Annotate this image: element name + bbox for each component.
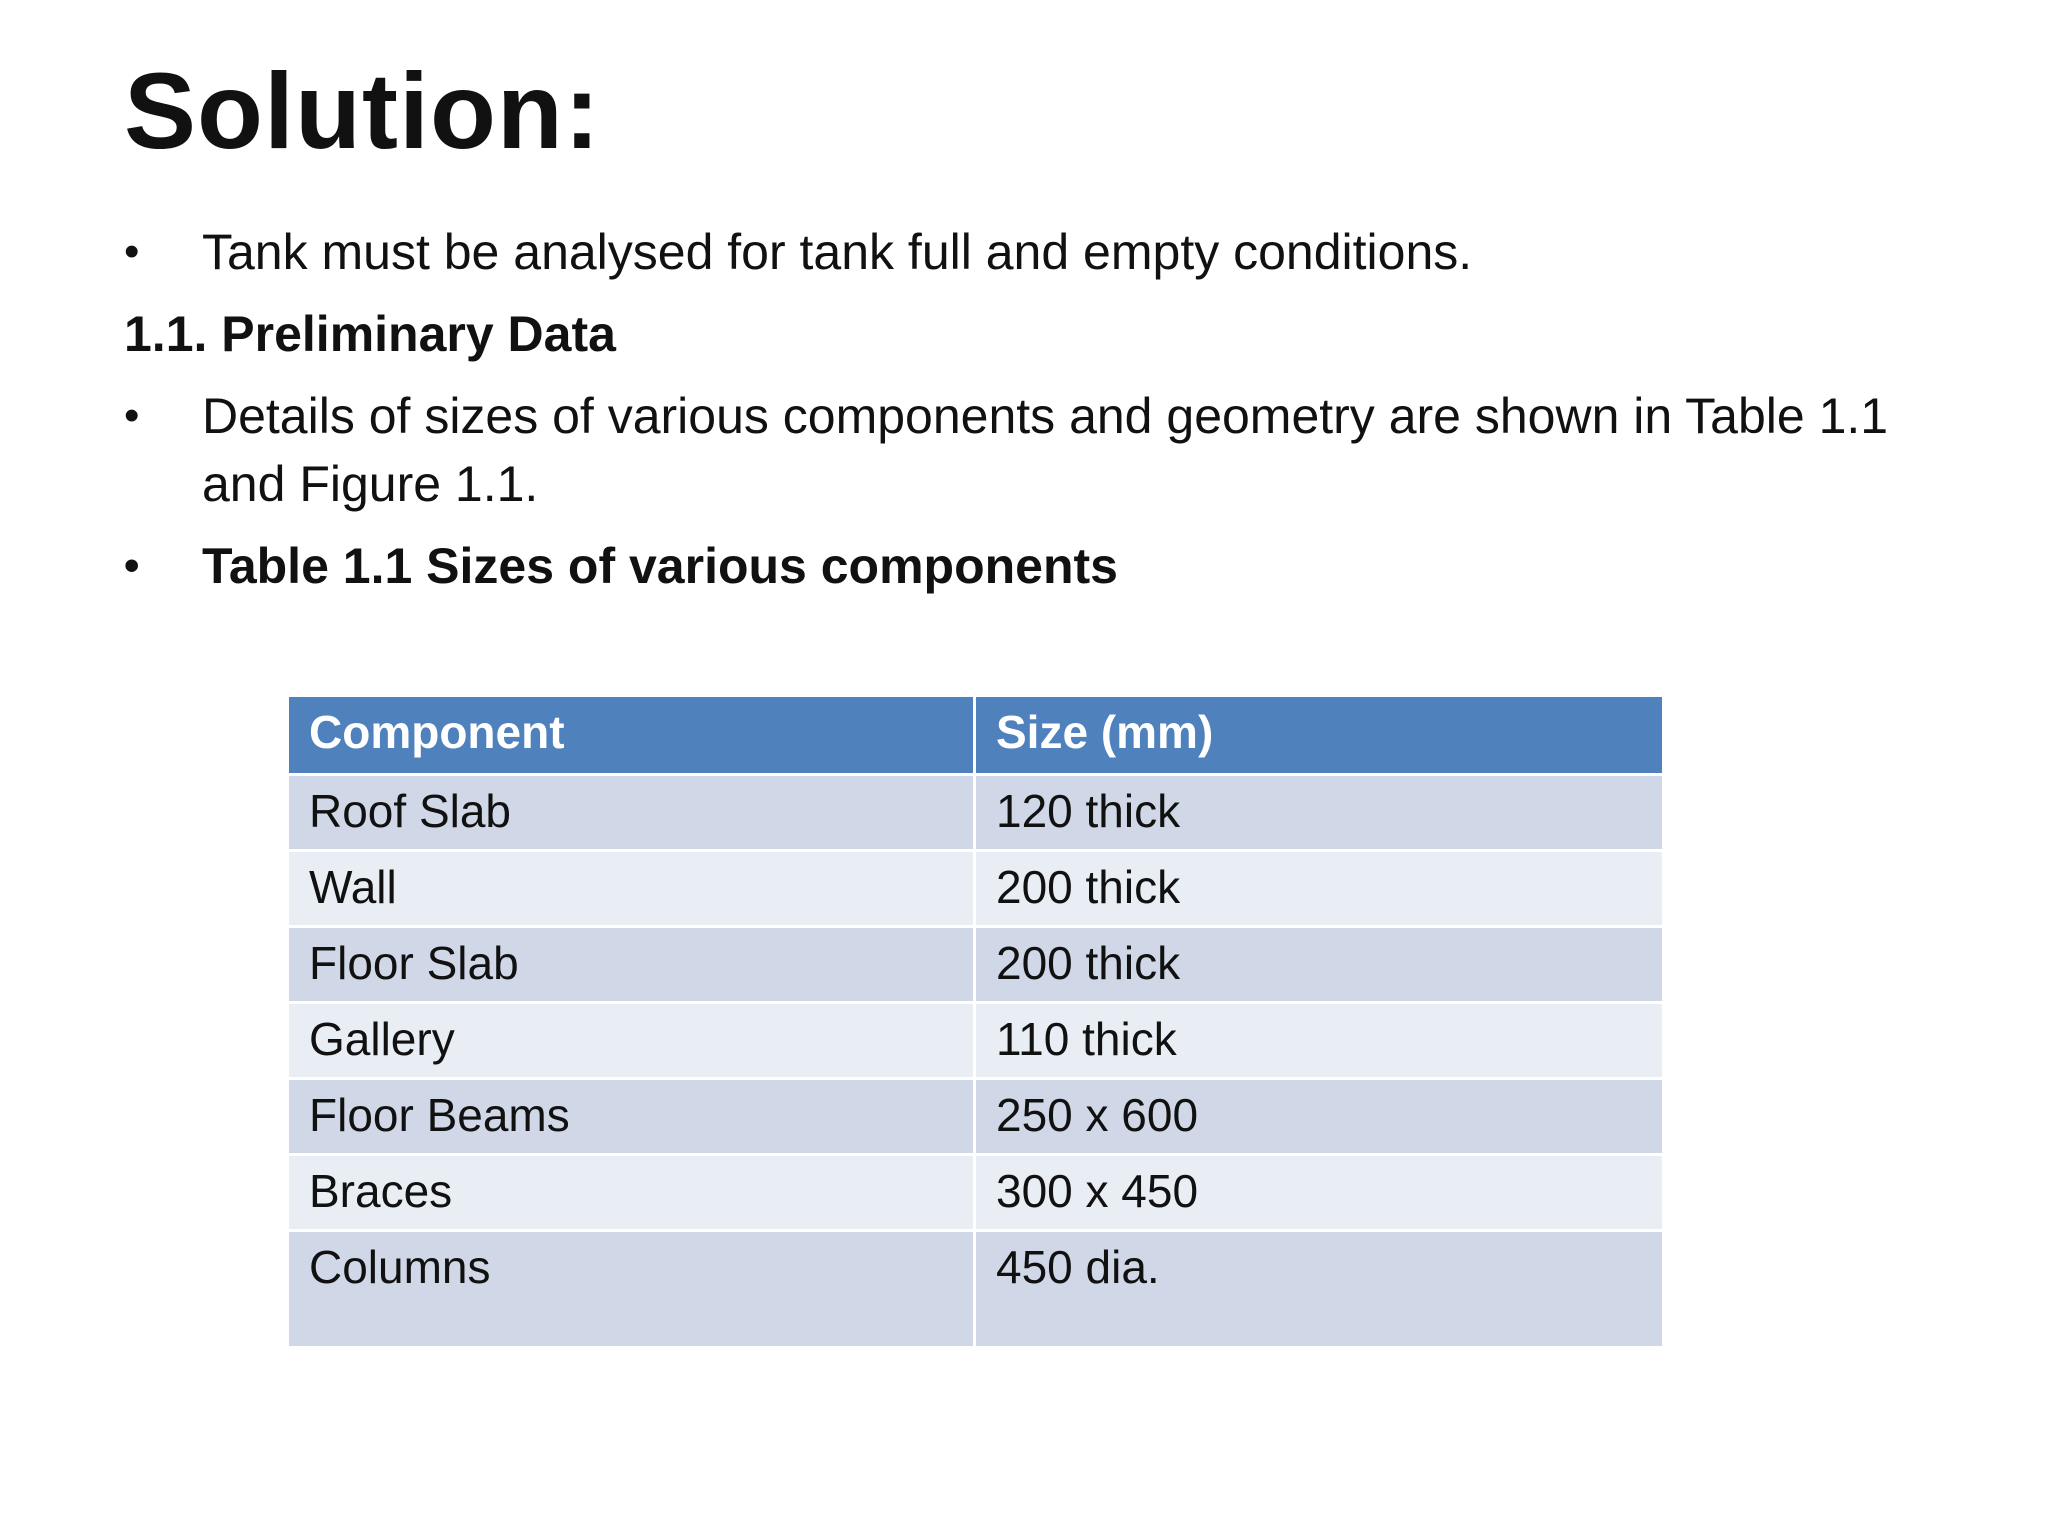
cell-component: Wall [289,852,973,925]
cell-component: Floor Slab [289,928,973,1001]
slide-body [124,218,1924,614]
table-row [289,1080,1662,1153]
cell-size: 200 thick [976,852,1662,925]
sizes-table [286,694,1665,1349]
cell-size: 120 thick [976,776,1662,849]
table-row [289,1004,1662,1077]
cell-size: 450 dia. [976,1232,1662,1346]
cell-component: Braces [289,1156,973,1229]
table-row [289,928,1662,1001]
cell-component: Floor Beams [289,1080,973,1153]
cell-size: 110 thick [976,1004,1662,1077]
cell-size: 300 x 450 [976,1156,1662,1229]
table-row [289,1232,1662,1346]
bullet-text: Details of sizes of various components and geometry are shown in Table 1.1 and Figure 1.1. [202,388,1889,512]
bullet-text: Tank must be analysed for tank full and empty conditions. [202,224,1473,280]
table-header-row [289,697,1662,773]
sizes-table-container [286,694,1665,1349]
table-row [289,776,1662,849]
header-component: Component [289,697,973,773]
bullet-dot-icon: • [124,541,140,590]
table-caption: Table 1.1 Sizes of various components [202,538,1118,594]
cell-size: 250 x 600 [976,1080,1662,1153]
table-row [289,852,1662,925]
bullet-table-caption [124,532,1924,600]
cell-component: Roof Slab [289,776,973,849]
cell-size: 200 thick [976,928,1662,1001]
bullet-dot-icon: • [124,227,140,276]
section-heading: 1.1. Preliminary Data [124,306,616,362]
bullet-dot-icon: • [124,391,140,440]
cell-component: Columns [289,1232,973,1346]
slide-title: Solution: [124,50,601,171]
cell-component: Gallery [289,1004,973,1077]
table-row [289,1156,1662,1229]
header-size: Size (mm) [976,697,1662,773]
bullet-details-reference [124,382,1924,518]
bullet-analysis-conditions [124,218,1924,286]
